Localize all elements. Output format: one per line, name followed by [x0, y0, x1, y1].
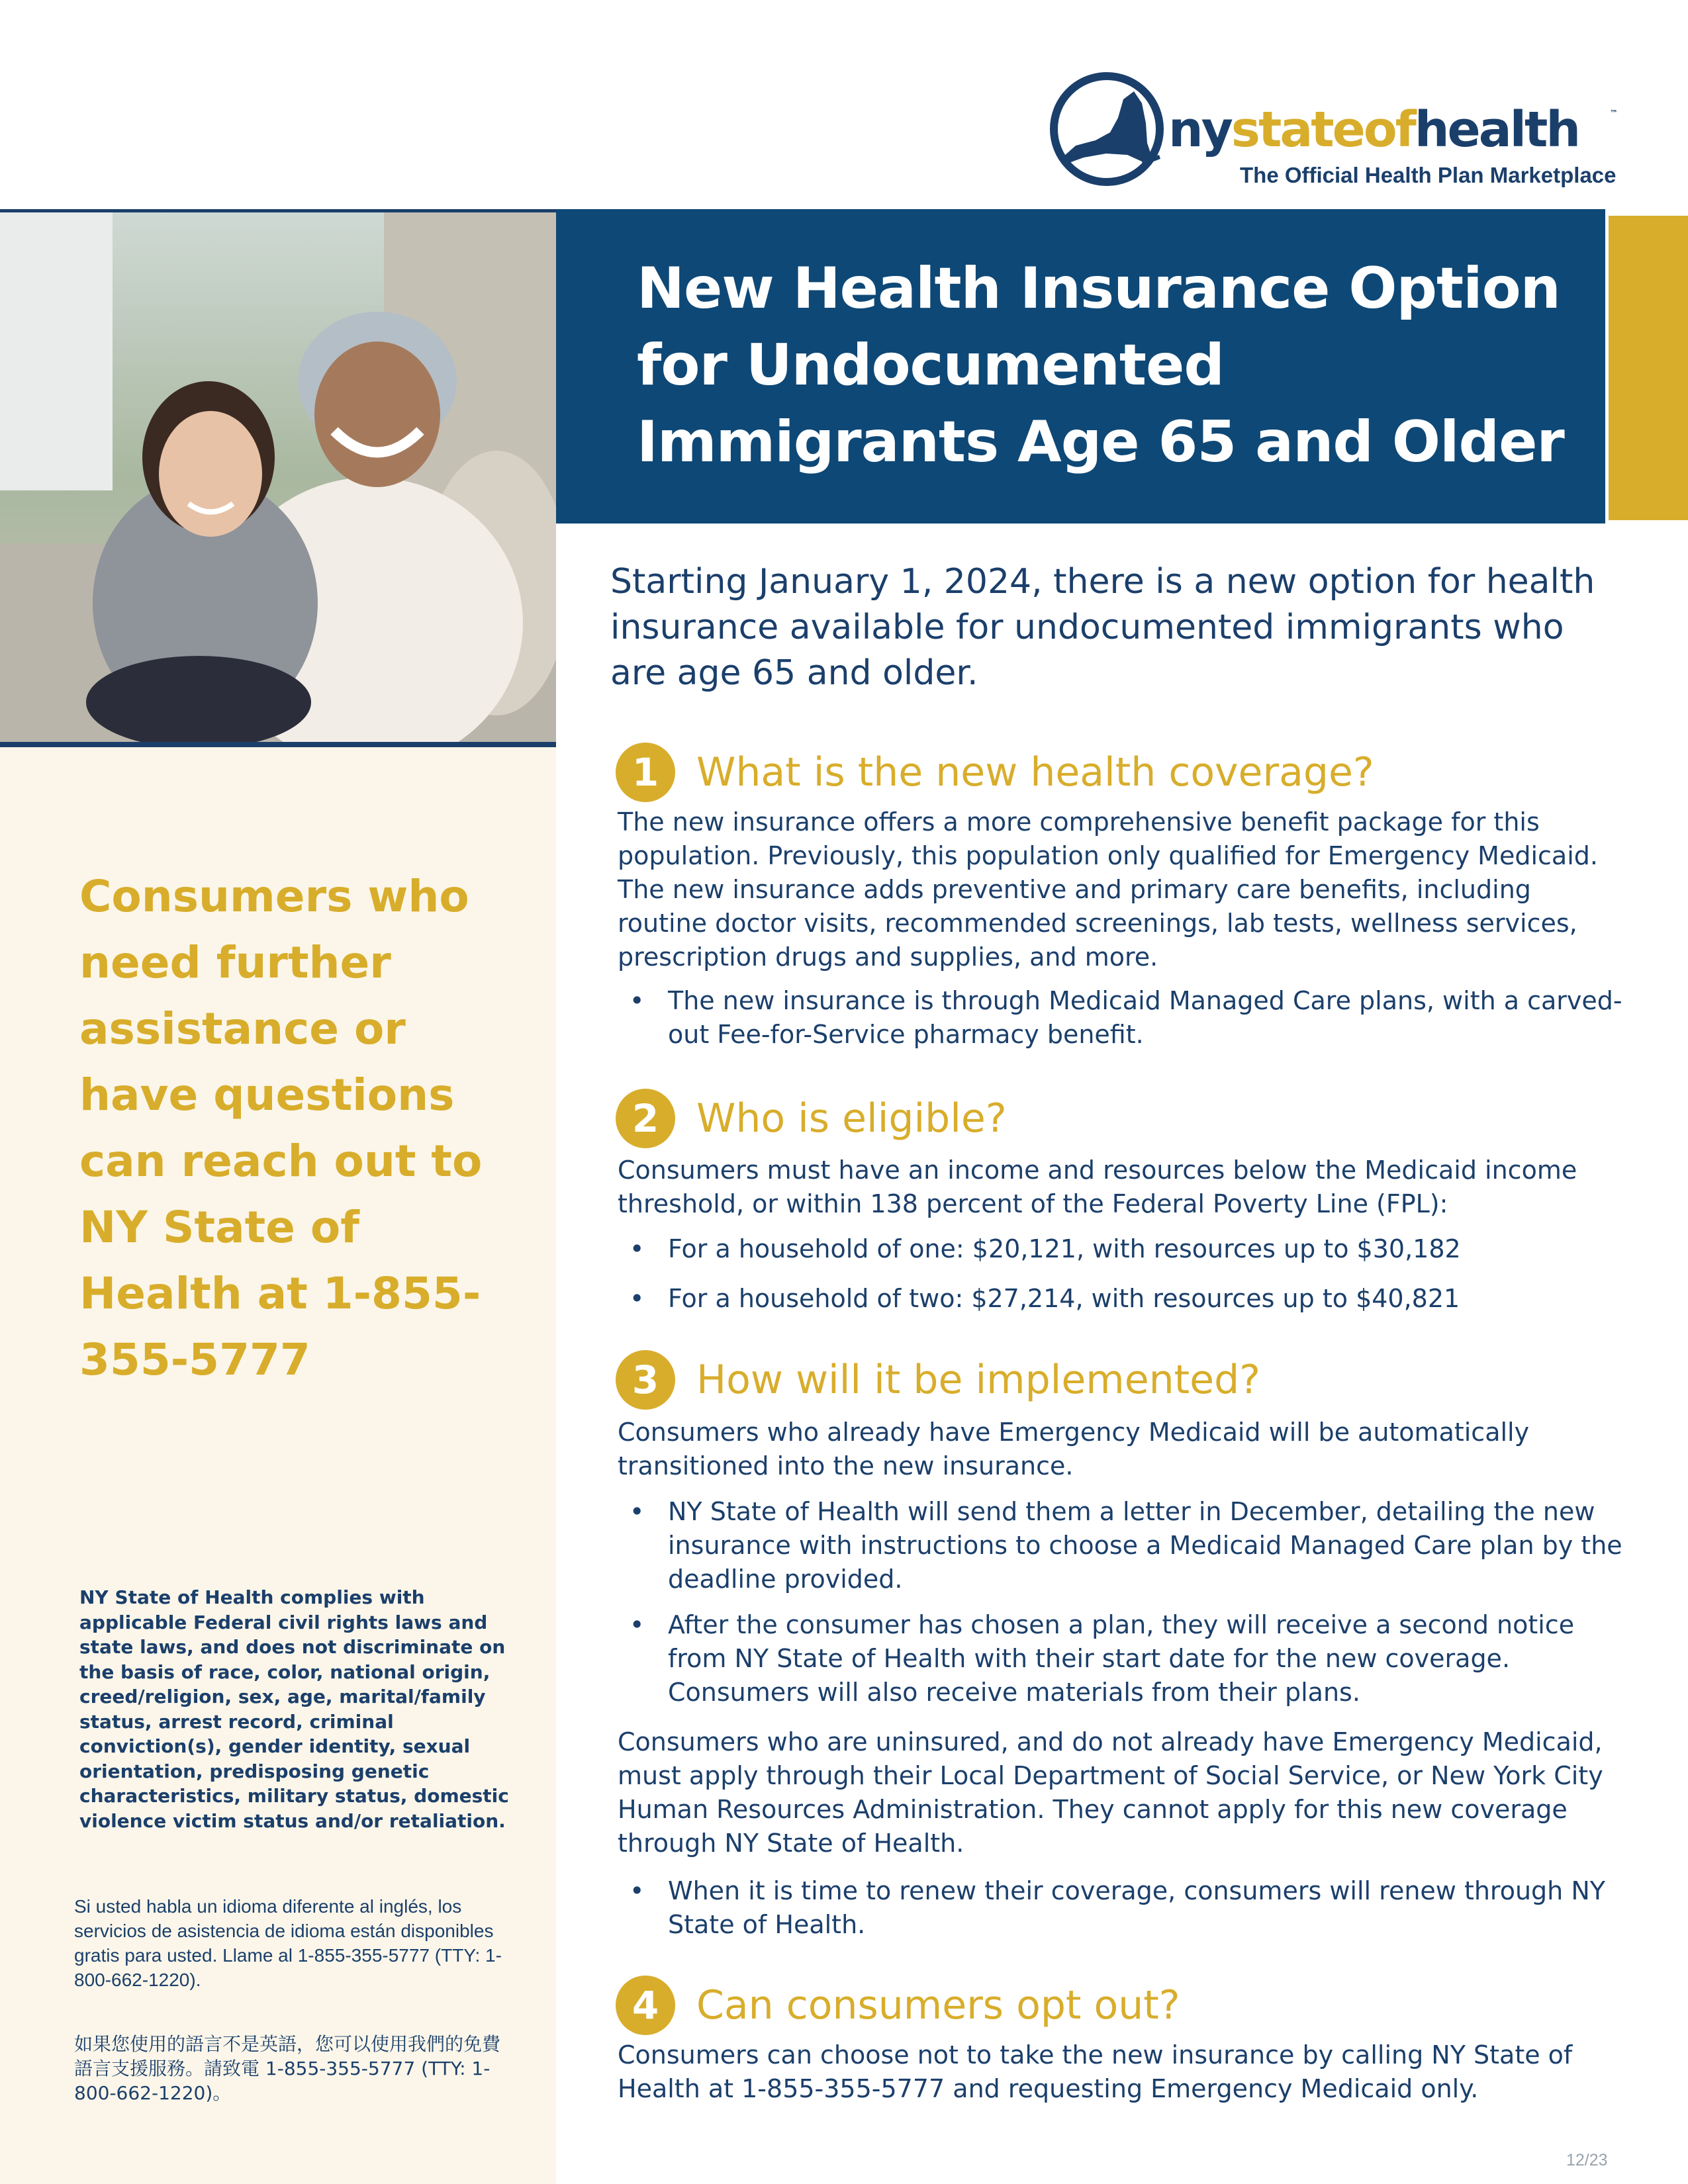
bullet-icon: •: [630, 1284, 645, 1313]
chinese-language-notice: 如果您使用的語言不是英語，您可以使用我們的免費語言支援服務。請致電 1-855-355-5777 (TTY: 1-800-662-1220)。: [74, 2033, 501, 2104]
section-3-bullets: [618, 1495, 1624, 1709]
section-number-badge: 4: [616, 1976, 675, 2035]
nystateofhealth-logo: [1049, 71, 1632, 197]
logo-wordmark: [1168, 103, 1579, 156]
bullet-icon: •: [630, 986, 645, 1015]
contact-callout: Consumers who need further assistance or have questions can reach out to NY State of Health at 1-855-355-5777: [79, 871, 483, 1385]
list-item: [618, 1495, 1624, 1596]
page-title: New Health Insurance Option for Undocumented Immigrants Age 65 and Older: [637, 255, 1564, 475]
section-title: Can consumers opt out?: [696, 1982, 1180, 2028]
revision-date-code: 12/23: [1566, 2151, 1608, 2169]
list-item: [618, 1232, 1624, 1266]
title-accent-bar: [1609, 216, 1688, 520]
section-2-bullets: [618, 1232, 1624, 1316]
trademark-symbol: ™: [1610, 109, 1618, 118]
section-title: What is the new health coverage?: [696, 749, 1374, 796]
list-item-text: NY State of Health will send them a letter in December, detailing the new insurance with instructions to choose a Medicaid Managed Care plan by the deadline provided.: [668, 1497, 1622, 1594]
list-item-text: The new insurance is through Medicaid Managed Care plans, with a carved-out Fee-for-Service pharmacy benefit.: [668, 986, 1622, 1049]
spanish-language-notice: Si usted habla un idioma diferente al inglés, los servicios de asistencia de idioma están disponibles gratis para usted. Llame al 1-855-355-5777 (TTY: 1-800-662-1220).: [74, 1896, 502, 1990]
list-item: [618, 984, 1624, 1052]
section-4-paragraph: Consumers can choose not to take the new insurance by calling NY State of Health at 1-855-355-5777 and requesting Emergency Medicaid only.: [618, 2040, 1573, 2103]
section-4-heading: [616, 1976, 1622, 2035]
list-item-text: For a household of two: $27,214, with resources up to $40,821: [668, 1284, 1460, 1313]
list-item-text: After the consumer has chosen a plan, they will receive a second notice from NY State of Health with their start date for the new coverage. Consumers will also receive materials from their plans.: [668, 1610, 1575, 1707]
nondiscrimination-notice: NY State of Health complies with applicable Federal civil rights laws and state laws, and does not discriminate on the basis of race, color, national origin, creed/religion, sex, age, marital/family status, arrest record, criminal conviction(s), gender identity, sexual orientation, predisposing genetic characteristics, military status, domestic violence victim status and/or retaliation.: [79, 1586, 509, 1832]
sidebar-top-rule: [0, 742, 556, 747]
list-item-text: For a household of one: $20,121, with resources up to $30,182: [668, 1234, 1461, 1263]
logo-word-stateof: stateof: [1231, 101, 1415, 158]
section-number-badge: 3: [616, 1350, 675, 1410]
list-item: [618, 1608, 1624, 1709]
section-number-badge: 1: [616, 743, 675, 802]
section-3-paragraph-2: Consumers who are uninsured, and do not already have Emergency Medicaid, must apply through their Local Department of Social Service, or New York City Human Resources Administration. They cannot apply for this new coverage through NY State of Health.: [618, 1727, 1603, 1858]
section-3-paragraph: Consumers who already have Emergency Medicaid will be automatically transitioned into the new insurance.: [618, 1418, 1530, 1480]
photo-illustration: [0, 212, 556, 742]
hero-photo: [0, 212, 556, 742]
new-york-state-icon: [1049, 71, 1165, 187]
list-item-text: When it is time to renew their coverage, consumers will renew through NY State of Health.: [668, 1876, 1605, 1939]
logo-word-health: health: [1414, 101, 1579, 158]
section-2-heading: [616, 1089, 1622, 1148]
bullet-icon: •: [630, 1876, 645, 1905]
bullet-icon: •: [630, 1234, 645, 1263]
list-item: [618, 1874, 1624, 1942]
bullet-icon: •: [630, 1497, 645, 1526]
intro-paragraph: Starting January 1, 2024, there is a new option for health insurance available for undocumented immigrants who are age 65 and older.: [610, 562, 1595, 693]
section-title: Who is eligible?: [696, 1095, 1007, 1142]
section-1-heading: [616, 743, 1622, 802]
logo-tagline: The Official Health Plan Marketplace: [1240, 163, 1617, 187]
list-item: [618, 1282, 1624, 1316]
section-title: How will it be implemented?: [696, 1357, 1261, 1403]
section-3-bullets-2: [618, 1874, 1624, 1942]
section-3-heading: [616, 1350, 1622, 1410]
section-1-paragraph: The new insurance offers a more comprehensive benefit package for this population. Previously, this population only qualified for Emergency Medicaid. The new insurance adds preventive and primary care benefits, including routine doctor visits, recommended screenings, lab tests, wellness services, prescription drugs and supplies, and more.: [618, 807, 1598, 972]
section-1-bullets: [618, 984, 1624, 1052]
section-2-paragraph: Consumers must have an income and resources below the Medicaid income threshold, or within 138 percent of the Federal Poverty Line (FPL):: [618, 1156, 1577, 1218]
logo-word-ny: ny: [1168, 101, 1231, 158]
bullet-icon: •: [630, 1610, 645, 1639]
section-number-badge: 2: [616, 1089, 675, 1148]
